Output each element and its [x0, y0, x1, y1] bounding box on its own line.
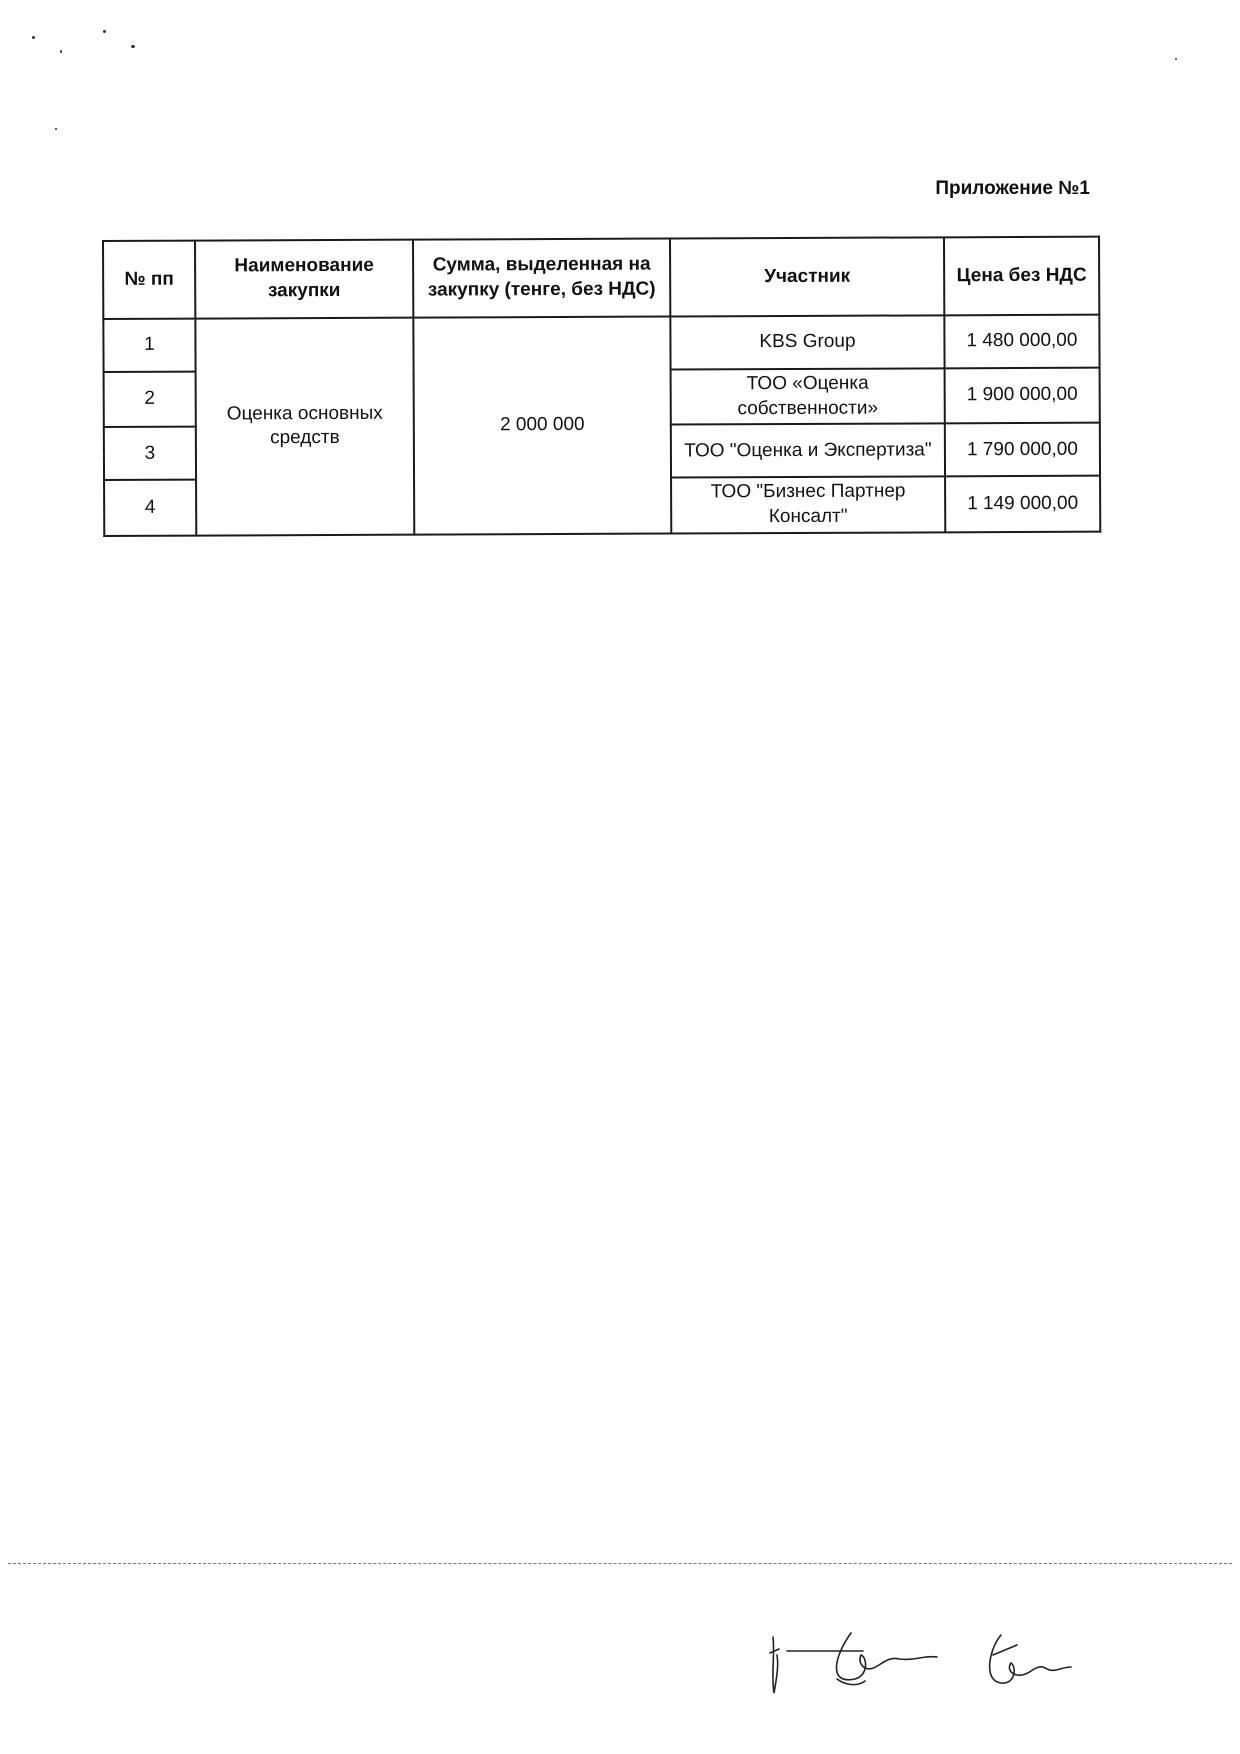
- scan-speck: [1175, 58, 1177, 60]
- row-number: 2: [104, 372, 196, 428]
- table-header-row: [103, 237, 1099, 319]
- row-number: 1: [103, 319, 195, 372]
- appendix-title: Приложение №1: [935, 178, 1090, 199]
- header-procurement-name: Наименование закупки: [195, 240, 413, 319]
- scan-speck: [32, 36, 35, 39]
- participant-cell: ТОО «Оценка собственности»: [671, 368, 945, 425]
- header-num: № пп: [103, 241, 195, 319]
- row-number: 3: [104, 427, 196, 480]
- scan-speck: [131, 45, 135, 48]
- header-price: Цена без НДС: [944, 237, 1099, 316]
- procurement-table: [102, 236, 1101, 537]
- participant-cell: ТОО "Бизнес Партнер Консалт": [671, 477, 945, 534]
- procurement-name-cell: Оценка основных средств: [195, 318, 414, 536]
- scan-speck: [60, 50, 62, 53]
- page-divider: [8, 1563, 1232, 1564]
- price-cell: 1 480 000,00: [944, 315, 1099, 369]
- allocated-amount-cell: 2 000 000: [413, 317, 671, 535]
- price-cell: 1 790 000,00: [945, 423, 1100, 477]
- scan-speck: [103, 30, 106, 33]
- price-cell: 1 900 000,00: [945, 368, 1100, 424]
- header-participant: Участник: [670, 237, 944, 316]
- participant-cell: ТОО "Оценка и Экспертиза": [671, 424, 945, 478]
- row-number: 4: [104, 480, 196, 536]
- signatures: [765, 1615, 1085, 1735]
- header-allocated-amount: Сумма, выделенная на закупку (тенге, без НДС): [413, 239, 670, 318]
- participant-cell: KBS Group: [670, 315, 944, 369]
- price-cell: 1 149 000,00: [945, 476, 1100, 532]
- scan-speck: [55, 128, 57, 130]
- table-row: [103, 315, 1099, 372]
